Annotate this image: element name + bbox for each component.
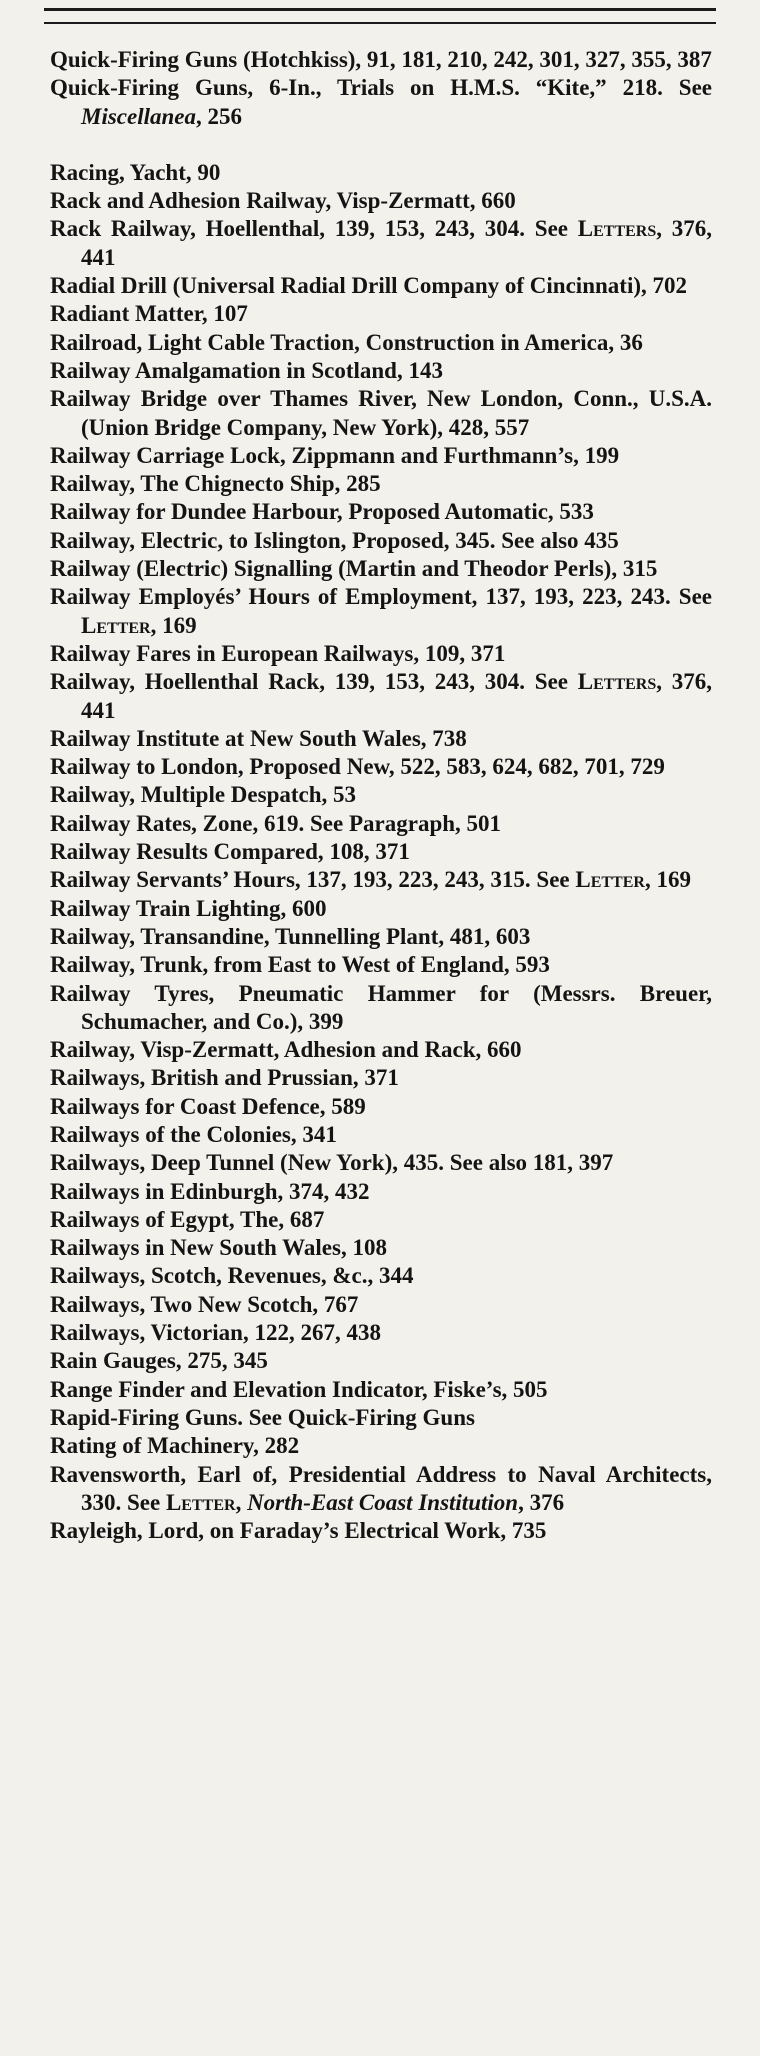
entry-text: Railway Institute at New South Wales, 738	[50, 725, 467, 751]
entry-text: Ravensworth, Earl of, Presidential Address to Naval Architects, 330. See	[50, 1461, 712, 1515]
entry-text: , 376, 441	[81, 669, 712, 723]
index-list	[50, 46, 712, 1545]
entry-text: Railways in Edinburgh, 374, 432	[50, 1178, 370, 1204]
small-caps-ref: Letter	[81, 612, 151, 638]
index-entry	[50, 1121, 712, 1149]
index-entry	[50, 895, 712, 923]
entry-text: Railways, Two New Scotch, 767	[50, 1291, 359, 1317]
index-entry	[50, 668, 712, 725]
entry-text: Railway Employés’ Hours of Employment, 137, 193, 223, 243. See	[50, 584, 712, 610]
index-entry	[50, 187, 712, 215]
entry-text: Rapid-Firing Guns. See Quick-Firing Guns	[50, 1404, 475, 1430]
index-entry	[50, 46, 712, 74]
entry-text: Railway to London, Proposed New, 522, 583, 624, 682, 701, 729	[50, 754, 665, 780]
index-entry	[50, 810, 712, 838]
entry-text: Railways for Coast Defence, 589	[50, 1093, 366, 1119]
index-entry	[50, 555, 712, 583]
index-entry	[50, 470, 712, 498]
entry-text: Quick-Firing Guns, 6-In., Trials on H.M.S. “Kite,” 218. See	[50, 75, 712, 101]
entry-text: Rack Railway, Hoellenthal, 139, 153, 243, 304. See	[50, 216, 578, 242]
index-entry	[50, 1064, 712, 1092]
entry-text: Racing, Yacht, 90	[50, 159, 221, 185]
entry-text: Railway Bridge over Thames River, New London, Conn., U.S.A. (Union Bridge Company, New York), 428, 557	[50, 386, 712, 440]
index-entry	[50, 1234, 712, 1262]
entry-text: , 169	[150, 612, 197, 638]
index-entry	[50, 980, 712, 1037]
index-entry	[50, 1036, 712, 1064]
entry-text: Railway Tyres, Pneumatic Hammer for (Messrs. Breuer, Schumacher, and Co.), 399	[50, 980, 712, 1034]
entry-text: , 169	[644, 867, 691, 893]
index-entry	[50, 640, 712, 668]
entry-text: Radiant Matter, 107	[50, 301, 248, 327]
index-entry	[50, 357, 712, 385]
small-caps-ref: Letter	[165, 1489, 236, 1515]
italic-ref: North-East Coast Institution	[247, 1489, 519, 1515]
top-rule	[44, 8, 716, 11]
entry-text: , 256	[196, 103, 242, 129]
entry-text: Railway Servants’ Hours, 137, 193, 223, 243, 315. See	[50, 867, 576, 893]
index-entry	[50, 1347, 712, 1375]
entry-text: Range Finder and Elevation Indicator, Fiske’s, 505	[50, 1376, 548, 1402]
italic-ref: Miscellanea	[81, 103, 196, 129]
entry-text: Railway Amalgamation in Scotland, 143	[50, 357, 443, 383]
index-entry	[50, 215, 712, 272]
entry-text: Rating of Machinery, 282	[50, 1433, 300, 1459]
second-rule	[44, 22, 716, 24]
index-entry	[50, 583, 712, 640]
entry-text: Railways of the Colonies, 341	[50, 1121, 337, 1147]
entry-text: Rain Gauges, 275, 345	[50, 1348, 268, 1374]
index-entry	[50, 1291, 712, 1319]
index-entry	[50, 781, 712, 809]
index-entry	[50, 329, 712, 357]
index-entry	[50, 1432, 712, 1460]
index-entry	[50, 300, 712, 328]
index-entry	[50, 1404, 712, 1432]
index-entry	[50, 442, 712, 470]
index-entry	[50, 1149, 712, 1177]
entry-text: Railways, Scotch, Revenues, &c., 344	[50, 1263, 414, 1289]
index-entry	[50, 74, 712, 131]
entry-text: Railway Rates, Zone, 619. See Paragraph, 501	[50, 810, 502, 836]
index-entry	[50, 527, 712, 555]
entry-text: Railway, Multiple Despatch, 53	[50, 782, 357, 808]
small-caps-ref: Letter	[575, 867, 645, 893]
entry-text: Railway, Electric, to Islington, Proposed, 345. See also 435	[50, 527, 619, 553]
entry-text: Rack and Adhesion Railway, Visp-Zermatt, 660	[50, 188, 516, 214]
entry-text: Railway, Hoellenthal Rack, 139, 153, 243, 304. See	[50, 669, 578, 695]
index-entry	[50, 923, 712, 951]
entry-text: Quick-Firing Guns (Hotchkiss), 91, 181, 210, 242, 301, 327, 355, 387	[50, 47, 712, 72]
entry-text: Railway Results Compared, 108, 371	[50, 839, 410, 865]
entry-text: Railway Carriage Lock, Zippmann and Furthmann’s, 199	[50, 442, 620, 468]
entry-text: Radial Drill (Universal Radial Drill Company of Cincinnati), 702	[50, 273, 687, 299]
entry-text: Railway (Electric) Signalling (Martin and Theodor Perls), 315	[50, 556, 658, 582]
entry-text: Railways, Victorian, 122, 267, 438	[50, 1320, 381, 1346]
index-entry	[50, 1206, 712, 1234]
entry-text: Railroad, Light Cable Traction, Construction in America, 36	[50, 329, 643, 355]
index-entry	[50, 1319, 712, 1347]
index-entry	[50, 866, 712, 894]
entry-text: Railways, Deep Tunnel (New York), 435. See also 181, 397	[50, 1150, 614, 1176]
entry-text: Railways of Egypt, The, 687	[50, 1206, 325, 1232]
entry-text: Railway, The Chignecto Ship, 285	[50, 471, 381, 497]
entry-text: Railway Fares in European Railways, 109, 371	[50, 640, 506, 666]
index-entry	[50, 753, 712, 781]
entry-text: , 376	[518, 1489, 565, 1515]
index-entry	[50, 951, 712, 979]
index-entry	[50, 1517, 712, 1545]
entry-text: Railway, Trunk, from East to West of England, 593	[50, 952, 550, 978]
entry-text: Railway, Transandine, Tunnelling Plant, 481, 603	[50, 923, 531, 949]
index-entry	[50, 272, 712, 300]
index-entry	[50, 838, 712, 866]
entry-text: Railway, Visp-Zermatt, Adhesion and Rack, 660	[50, 1037, 522, 1063]
entry-text: Railway for Dundee Harbour, Proposed Automatic, 533	[50, 499, 594, 525]
index-entry	[50, 1093, 712, 1121]
entry-text: Railways in New South Wales, 108	[50, 1235, 387, 1261]
index-entry	[50, 159, 712, 187]
entry-text: ,	[235, 1489, 248, 1515]
index-entry	[50, 725, 712, 753]
entry-text: Railway Train Lighting, 600	[50, 895, 327, 921]
index-entry	[50, 385, 712, 442]
small-caps-ref: Letters	[577, 216, 657, 242]
entry-text: Rayleigh, Lord, on Faraday’s Electrical Work, 735	[50, 1518, 547, 1544]
index-entry	[50, 1262, 712, 1290]
index-entry	[50, 1376, 712, 1404]
index-entry	[50, 1178, 712, 1206]
index-entry	[50, 1461, 712, 1518]
entry-text: , 376, 441	[81, 216, 712, 270]
entry-text: Railways, British and Prussian, 371	[50, 1065, 399, 1091]
index-entry	[50, 498, 712, 526]
small-caps-ref: Letters	[577, 669, 657, 695]
